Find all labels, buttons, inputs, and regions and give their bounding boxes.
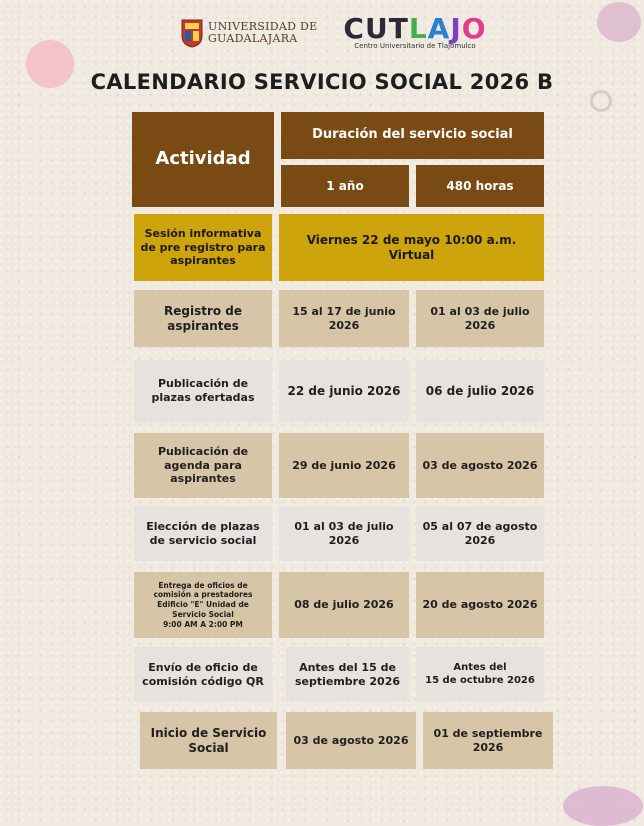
row-date-480-hours: 03 de agosto 2026 xyxy=(416,433,544,498)
row-date-line1: Antes del xyxy=(453,662,507,673)
wordmark-letter: C xyxy=(343,12,365,45)
wordmark-letter: U xyxy=(364,12,389,45)
row-date-1-year: 01 al 03 de julio 2026 xyxy=(279,506,409,561)
row-activity: Envío de oficio de comisión código QR xyxy=(134,647,272,702)
row-date-1-year: 22 de junio 2026 xyxy=(279,360,409,422)
wordmark-letter: J xyxy=(450,12,462,45)
cutlajo-logo xyxy=(340,14,490,50)
decorative-circle xyxy=(597,2,641,42)
header-duration: Duración del servicio social xyxy=(281,112,544,159)
row-date-1-year: 08 de julio 2026 xyxy=(279,572,409,638)
udg-line1: UNIVERSIDAD DE xyxy=(208,20,318,33)
row-activity: Registro de aspirantes xyxy=(134,290,272,347)
row-date-480-hours: 01 al 03 de julio 2026 xyxy=(416,290,544,347)
decorative-circle xyxy=(563,786,643,826)
udg-logo xyxy=(181,18,318,48)
row-activity: Publicación de plazas ofertadas xyxy=(134,360,272,422)
row-date-480-hours: 05 al 07 de agosto 2026 xyxy=(416,506,544,561)
header-col-480-hours: 480 horas xyxy=(416,165,544,207)
cutlajo-wordmark xyxy=(340,14,490,44)
row-activity-line3: 9:00 AM A 2:00 PM xyxy=(163,619,243,629)
header-col-1-year: 1 año xyxy=(281,165,409,207)
row-activity: Elección de plazas de servicio social xyxy=(134,506,272,561)
row-date-480-hours: 20 de agosto 2026 xyxy=(416,572,544,638)
row-date-line2: 15 de octubre 2026 xyxy=(425,674,535,686)
row-activity: Publicación de agenda para aspirantes xyxy=(134,433,272,498)
row-activity-line1: Entrega de oficios de comisión a prestadores xyxy=(153,580,253,600)
wordmark-letter: T xyxy=(388,12,409,45)
row-date-480-hours xyxy=(416,647,544,702)
row-activity xyxy=(134,572,272,638)
page-title: CALENDARIO SERVICIO SOCIAL 2026 B xyxy=(90,70,554,94)
row-activity: Inicio de Servicio Social xyxy=(140,712,277,769)
wordmark-letter: O xyxy=(461,12,487,45)
udg-line2: GUADALAJARA xyxy=(208,32,298,45)
row-date-1-year: Antes del 15 de septiembre 2026 xyxy=(286,647,409,702)
wordmark-letter: L xyxy=(408,12,428,45)
row-date-1-year: 03 de agosto 2026 xyxy=(286,712,416,769)
header-activity: Actividad xyxy=(132,112,274,207)
session-activity: Sesión informativa de pre registro para aspirantes xyxy=(134,214,272,281)
wordmark-letter: A xyxy=(427,12,451,45)
udg-seal-icon xyxy=(181,18,203,48)
row-date-1-year: 29 de junio 2026 xyxy=(279,433,409,498)
row-date-1-year: 15 al 17 de junio 2026 xyxy=(279,290,409,347)
cutlajo-subtitle: Centro Universitario de Tlajomulco xyxy=(354,42,476,50)
session-date xyxy=(279,214,544,281)
session-date-line1: Viernes 22 de mayo 10:00 a.m. xyxy=(306,232,517,247)
session-date-line2: Virtual xyxy=(388,247,435,262)
row-date-480-hours: 01 de septiembre 2026 xyxy=(423,712,553,769)
row-activity-line2: Edificio "E" Unidad de Servicio Social xyxy=(157,600,249,619)
row-date-480-hours: 06 de julio 2026 xyxy=(416,360,544,422)
